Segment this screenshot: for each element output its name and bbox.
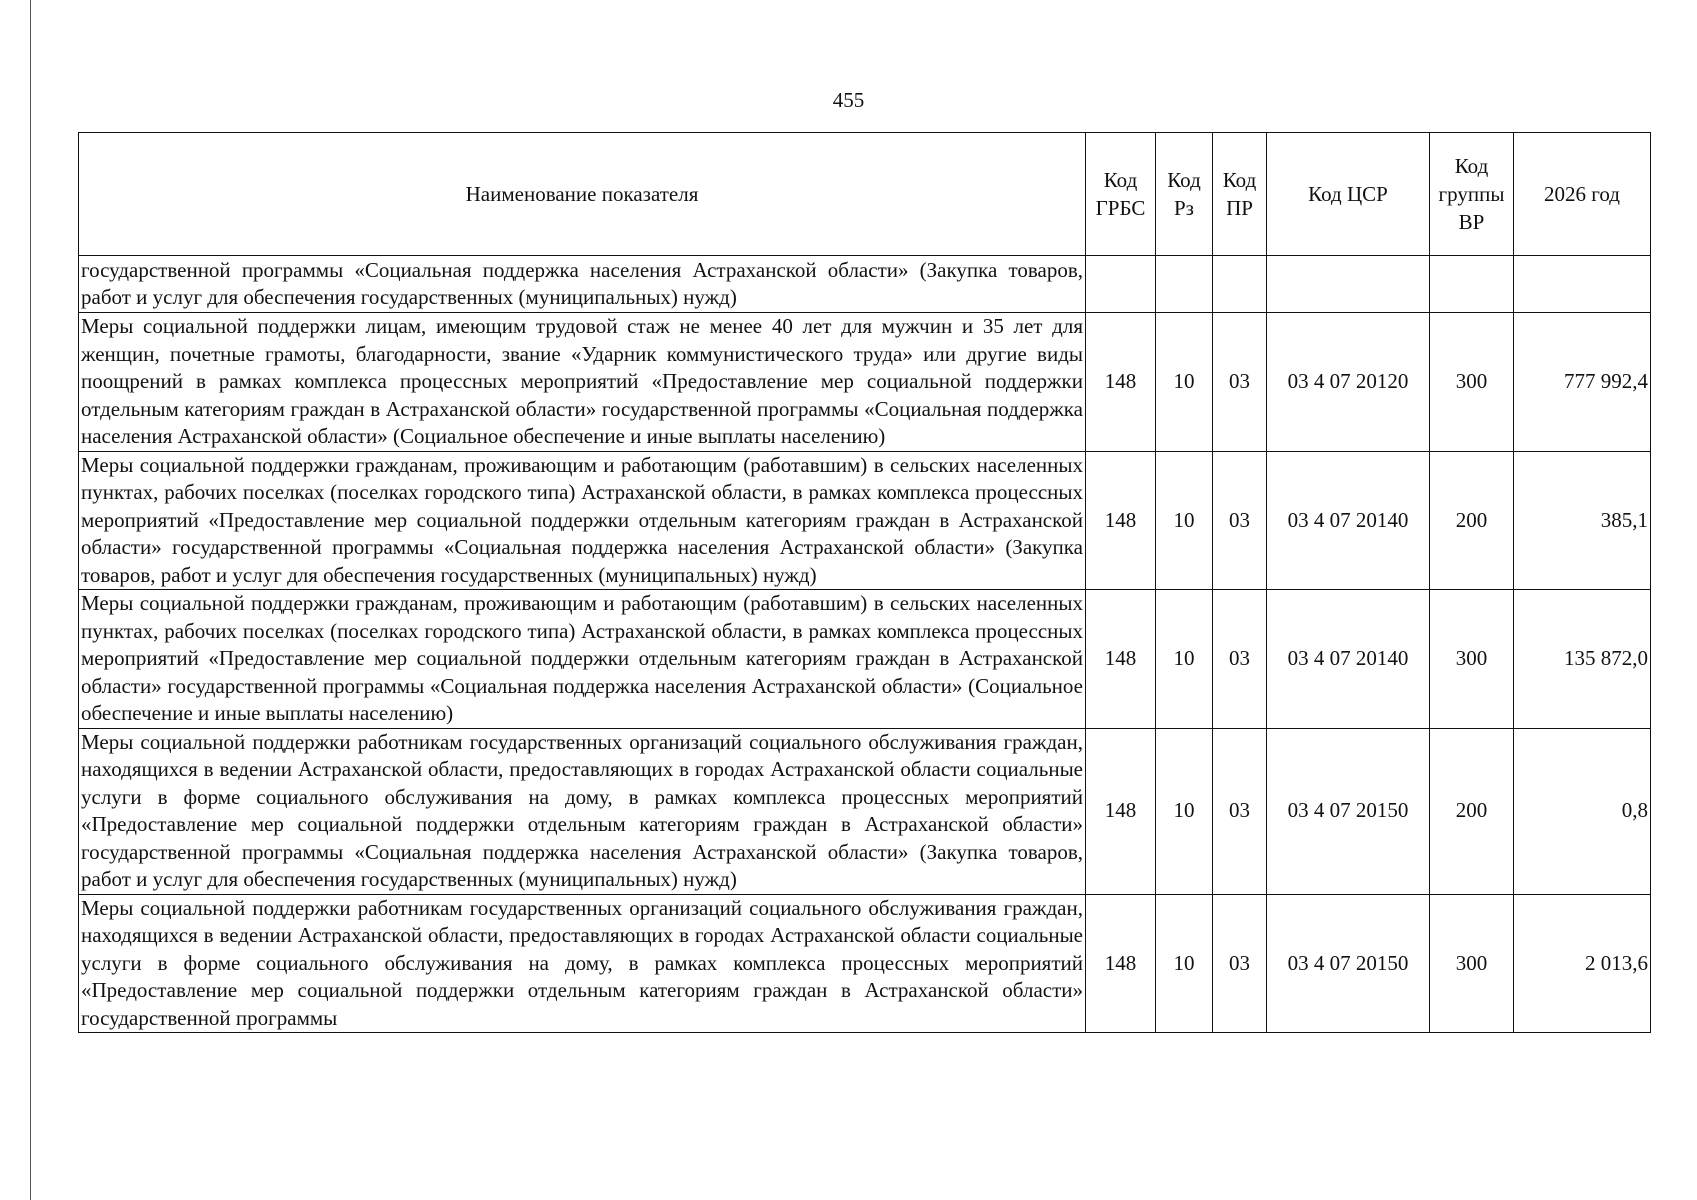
row-vr: 200: [1430, 728, 1514, 894]
row-pr: 03: [1213, 728, 1267, 894]
header-rz: Код Рз: [1156, 133, 1213, 256]
header-csr: Код ЦСР: [1267, 133, 1430, 256]
header-pr: Код ПР: [1213, 133, 1267, 256]
row-name: Меры социальной поддержки лицам, имеющим трудовой стаж не менее 40 лет для мужчин и 35 лет для женщин, почетные грамоты, благодарности, звание «Ударник коммунистического труда» или другие виды поощрений в рамках комплекса процессных мероприятий «Предоставление мер социальной поддержки отдельным категориям граждан в Астраханской области» государственной программы «Социальная поддержка населения Астраханской области» (Социальное обеспечение и иные выплаты населению): [79, 313, 1086, 452]
row-rz: 10: [1156, 451, 1213, 590]
row-grbs: 148: [1086, 590, 1156, 729]
row-vr: 200: [1430, 451, 1514, 590]
row-grbs: 148: [1086, 728, 1156, 894]
row-name: Меры социальной поддержки гражданам, проживающим и работающим (работавшим) в сельских населенных пунктах, рабочих поселках (поселках городского типа) Астраханской области, в рамках комплекса процессных мероприятий «Предоставление мер социальной поддержки отдельным категориям граждан в Астраханской области» государственной программы «Социальная поддержка населения Астраханской области» (Социальное обеспечение и иные выплаты населению): [79, 590, 1086, 729]
row-name: Меры социальной поддержки работникам государственных организаций социального обслуживания граждан, находящихся в ведении Астраханской области, предоставляющих в городах Астраханской области социальные услуги в форме социального обслуживания на дому, в рамках комплекса процессных мероприятий «Предоставление мер социальной поддержки отдельным категориям граждан в Астраханской области» государственной программы: [79, 894, 1086, 1033]
row-rz: 10: [1156, 728, 1213, 894]
table-row: [79, 728, 1651, 894]
budget-table: [78, 132, 1651, 1033]
page-number: 455: [832, 88, 865, 112]
row-name: государственной программы «Социальная поддержка населения Астраханской области» (Закупка товаров, работ и услуг для обеспечения государственных (муниципальных) нужд): [79, 256, 1086, 313]
row-amount: 2 013,6: [1514, 894, 1651, 1033]
row-amount: 385,1: [1514, 451, 1651, 590]
row-pr: 03: [1213, 451, 1267, 590]
table-header-row: [79, 133, 1651, 256]
row-grbs: 148: [1086, 313, 1156, 452]
row-rz: 10: [1156, 313, 1213, 452]
table-row: [79, 894, 1651, 1033]
row-pr: 03: [1213, 590, 1267, 729]
table-row: [79, 590, 1651, 729]
row-amount: 135 872,0: [1514, 590, 1651, 729]
header-vr: Код группы ВР: [1430, 133, 1514, 256]
row-csr: [1267, 256, 1430, 313]
row-pr: [1213, 256, 1267, 313]
row-amount: 777 992,4: [1514, 313, 1651, 452]
table-row: [79, 256, 1651, 313]
row-csr: 03 4 07 20140: [1267, 451, 1430, 590]
row-csr: 03 4 07 20140: [1267, 590, 1430, 729]
row-vr: 300: [1430, 894, 1514, 1033]
binding-margin-line: [30, 0, 31, 1200]
row-pr: 03: [1213, 313, 1267, 452]
table-row: [79, 451, 1651, 590]
row-vr: 300: [1430, 313, 1514, 452]
row-pr: 03: [1213, 894, 1267, 1033]
row-name: Меры социальной поддержки работникам государственных организаций социального обслуживания граждан, находящихся в ведении Астраханской области, предоставляющих в городах Астраханской области социальные услуги в форме социального обслуживания на дому, в рамках комплекса процессных мероприятий «Предоставление мер социальной поддержки отдельным категориям граждан в Астраханской области» государственной программы «Социальная поддержка населения Астраханской области» (Закупка товаров, работ и услуг для обеспечения государственных (муниципальных) нужд): [79, 728, 1086, 894]
header-grbs: Код ГРБС: [1086, 133, 1156, 256]
row-vr: 300: [1430, 590, 1514, 729]
table-row: [79, 313, 1651, 452]
header-year: 2026 год: [1514, 133, 1651, 256]
row-csr: 03 4 07 20150: [1267, 894, 1430, 1033]
row-amount: [1514, 256, 1651, 313]
row-grbs: 148: [1086, 451, 1156, 590]
row-csr: 03 4 07 20120: [1267, 313, 1430, 452]
row-rz: 10: [1156, 590, 1213, 729]
row-rz: 10: [1156, 894, 1213, 1033]
row-name: Меры социальной поддержки гражданам, проживающим и работающим (работавшим) в сельских населенных пунктах, рабочих поселках (поселках городского типа) Астраханской области, в рамках комплекса процессных мероприятий «Предоставление мер социальной поддержки отдельным категориям граждан в Астраханской области» государственной программы «Социальная поддержка населения Астраханской области» (Закупка товаров, работ и услуг для обеспечения государственных (муниципальных) нужд): [79, 451, 1086, 590]
header-name: Наименование показателя: [79, 133, 1086, 256]
row-amount: 0,8: [1514, 728, 1651, 894]
row-grbs: 148: [1086, 894, 1156, 1033]
row-vr: [1430, 256, 1514, 313]
row-grbs: [1086, 256, 1156, 313]
row-rz: [1156, 256, 1213, 313]
row-csr: 03 4 07 20150: [1267, 728, 1430, 894]
